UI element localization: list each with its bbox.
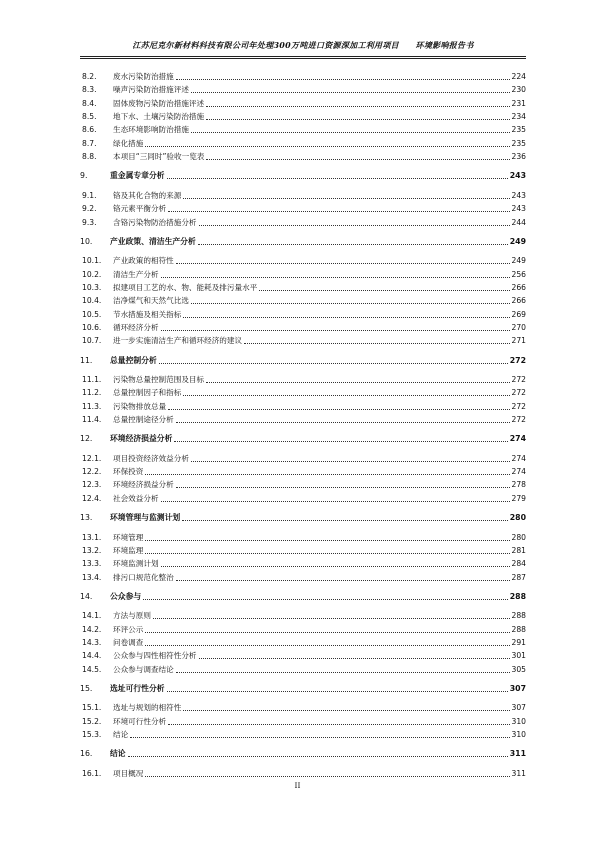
toc-dot-leader <box>161 566 510 567</box>
toc-entry-title: 环评公示 <box>113 624 144 634</box>
toc-section-entry[interactable] <box>80 531 526 543</box>
toc-entry-number: 11.4. <box>82 415 102 425</box>
toc-entry-number: 15.2. <box>82 716 102 726</box>
toc-entry-number: 16.1. <box>82 768 102 778</box>
toc-entry-number: 13.2. <box>82 545 102 555</box>
toc-entry-title: 结论 <box>113 730 129 740</box>
toc-dot-leader <box>176 263 510 264</box>
toc-entry-page: 272 <box>511 375 526 384</box>
toc-entry-number: 12.1. <box>82 453 102 463</box>
toc-entry-number: 8.4. <box>82 98 97 108</box>
toc-entry-title: 噪声污染防治措施评述 <box>113 85 189 95</box>
toc-section-entry[interactable] <box>80 321 526 333</box>
toc-entry-title: 绿化措施 <box>113 138 144 148</box>
toc-entry-page: 224 <box>511 72 526 81</box>
toc-entry-page: 288 <box>511 624 526 634</box>
toc-entry-title: 环保投资 <box>113 467 144 477</box>
toc-dot-leader <box>183 710 509 711</box>
toc-dot-leader <box>182 520 508 521</box>
toc-dot-leader <box>168 211 509 212</box>
toc-dot-leader <box>143 599 508 600</box>
toc-entry-number: 12.2. <box>82 467 102 477</box>
toc-section-entry[interactable] <box>80 452 526 464</box>
toc-entry-title: 排污口规范化整治 <box>113 572 174 582</box>
toc-entry-title: 废水污染防治措施 <box>113 72 174 81</box>
toc-dot-leader <box>145 540 509 541</box>
toc-entry-number: 14.4. <box>82 651 102 661</box>
toc-entry-page: 243 <box>511 190 526 200</box>
toc-entry-number: 8.2. <box>82 72 97 81</box>
toc-entry-number: 11. <box>80 355 93 365</box>
toc-entry-page: 311 <box>509 749 526 759</box>
toc-section-entry[interactable] <box>80 70 526 82</box>
toc-section-entry[interactable] <box>80 400 526 412</box>
toc-section-entry[interactable] <box>80 281 526 293</box>
toc-section-entry[interactable] <box>80 609 526 621</box>
toc-dot-leader <box>128 756 508 757</box>
toc-entry-title: 洁净煤气和天然气比选 <box>113 296 189 306</box>
toc-dot-leader <box>191 461 510 462</box>
toc-section-entry[interactable] <box>80 728 526 740</box>
toc-entry-number: 11.3. <box>82 401 102 411</box>
toc-dot-leader <box>176 422 510 423</box>
toc-entry-title: 环境经济损益分析 <box>113 480 174 490</box>
toc-entry-page: 269 <box>511 309 526 319</box>
toc-entry-number: 8.7. <box>82 138 97 148</box>
toc-entry-title: 含铬污染物防治措施分析 <box>113 217 197 227</box>
toc-dot-leader <box>183 395 509 396</box>
toc-entry-number: 10. <box>80 236 93 246</box>
toc-entry-page: 271 <box>511 336 526 346</box>
toc-section-entry[interactable] <box>80 334 526 346</box>
toc-entry-page: 231 <box>511 98 526 108</box>
toc-dot-leader <box>176 487 510 488</box>
toc-entry-title: 环境管理与监测计划 <box>110 513 181 523</box>
toc-dot-leader <box>168 724 509 725</box>
header-rule-thin <box>80 58 526 59</box>
toc-section-entry[interactable] <box>80 294 526 306</box>
toc-dot-leader <box>161 501 510 502</box>
toc-section-entry[interactable] <box>80 254 526 266</box>
toc-dot-leader <box>191 132 510 133</box>
toc-entry-page: 272 <box>509 355 526 365</box>
toc-entry-page: 243 <box>509 171 526 181</box>
toc-entry-number: 10.3. <box>82 282 102 292</box>
toc-entry-number: 12.3. <box>82 480 102 490</box>
toc-entry-page: 281 <box>511 545 526 555</box>
toc-entry-number: 15.3. <box>82 730 102 740</box>
footer-page-number: II <box>294 781 301 790</box>
toc-entry-title: 选址可行性分析 <box>110 684 165 693</box>
toc-entry-title: 环境监理 <box>113 545 144 555</box>
toc-section-entry[interactable] <box>80 767 526 779</box>
toc-dot-leader <box>206 382 509 383</box>
toc-dot-leader <box>145 632 509 633</box>
toc-dot-leader <box>145 474 509 475</box>
toc-dot-leader <box>199 225 510 226</box>
toc-entry-page: 310 <box>511 716 526 726</box>
toc-entry-title: 环境可行性分析 <box>113 716 167 726</box>
toc-section-entry[interactable] <box>80 268 526 280</box>
toc-dot-leader <box>167 178 508 179</box>
toc-section-entry[interactable] <box>80 97 526 109</box>
toc-section-entry[interactable] <box>80 701 526 713</box>
toc-entry-title: 产业政策的相符性 <box>113 256 174 266</box>
toc-entry-number: 15. <box>80 684 93 693</box>
toc-entry-page: 272 <box>511 415 526 425</box>
toc-chapter-entry[interactable] <box>80 169 526 181</box>
toc-entry-number: 9.1. <box>82 190 97 200</box>
toc-section-entry[interactable] <box>80 557 526 569</box>
header-rule <box>80 56 526 57</box>
toc-entry-title: 项目投资经济效益分析 <box>113 453 189 463</box>
toc-entry-number: 14.5. <box>82 664 102 674</box>
toc-dot-leader <box>183 198 509 199</box>
toc-entry-title: 固体废物污染防治措施评述 <box>113 98 205 108</box>
toc-chapter-entry[interactable] <box>80 747 526 759</box>
toc-entry-number: 10.2. <box>82 269 102 279</box>
toc-entry-title: 地下水、土壤污染防治措施 <box>113 112 205 122</box>
toc-section-entry[interactable] <box>80 465 526 477</box>
toc-dot-leader <box>145 146 509 147</box>
toc-dot-leader <box>176 79 510 80</box>
toc-entry-number: 13.4. <box>82 572 102 582</box>
toc-entry-number: 9. <box>80 171 88 181</box>
toc-section-entry[interactable] <box>80 413 526 425</box>
toc-entry-title: 污染物排放总量 <box>113 401 167 411</box>
toc-entry-page: 274 <box>511 467 526 477</box>
toc-dot-leader <box>176 672 510 673</box>
toc-entry-number: 13.1. <box>82 532 102 542</box>
toc-entry-title: 结论 <box>110 749 126 759</box>
toc-section-entry[interactable] <box>80 478 526 490</box>
toc-entry-title: 公众参与 <box>110 591 142 601</box>
toc-dot-leader <box>145 553 509 554</box>
toc-entry-number: 8.5. <box>82 112 97 122</box>
toc-entry-title: 公众参与调查结论 <box>113 664 174 674</box>
toc-section-entry[interactable] <box>80 202 526 214</box>
toc-entry-title: 环境经济损益分析 <box>110 434 173 444</box>
toc-dot-leader <box>130 737 509 738</box>
toc-section-entry[interactable] <box>80 308 526 320</box>
toc-entry-title: 清洁生产分析 <box>113 269 159 279</box>
toc-entry-title: 环境监测计划 <box>113 559 159 569</box>
toc-entry-title: 社会效益分析 <box>113 493 159 503</box>
toc-section-entry[interactable] <box>80 623 526 635</box>
toc-dot-leader <box>161 330 510 331</box>
toc-entry-page: 274 <box>509 434 526 444</box>
toc-entry-page: 305 <box>511 664 526 674</box>
toc-entry-number: 8.6. <box>82 125 97 135</box>
toc-entry-page: 249 <box>509 236 526 246</box>
toc-entry-number: 10.1. <box>82 256 102 266</box>
toc-entry-page: 291 <box>511 637 526 647</box>
toc-entry-page: 249 <box>511 256 526 266</box>
toc-entry-title: 项目概况 <box>113 768 144 778</box>
toc-entry-number: 9.2. <box>82 204 97 214</box>
toc-entry-number: 14.3. <box>82 637 102 647</box>
toc-entry-number: 14.1. <box>82 611 102 621</box>
toc-dot-leader <box>199 658 510 659</box>
toc-section-entry[interactable] <box>80 544 526 556</box>
toc-entry-page: 278 <box>511 480 526 490</box>
toc-chapter-entry[interactable] <box>80 682 526 694</box>
toc-entry-page: 230 <box>511 85 526 95</box>
toc-entry-page: 243 <box>511 204 526 214</box>
running-header: 江苏尼克尔新材料科技有限公司年处理300万吨进口资源深加工利用项目 环境影响报告书 <box>132 40 474 50</box>
toc-entry-number: 11.2. <box>82 388 102 398</box>
toc-entry-title: 铬及其化合物的来源 <box>113 190 182 200</box>
toc-entry-number: 10.6. <box>82 322 102 332</box>
toc-entry-page: 244 <box>511 217 526 227</box>
toc-entry-title: 问卷调查 <box>113 637 144 647</box>
toc-entry-number: 16. <box>80 749 93 759</box>
toc-section-entry[interactable] <box>80 137 526 149</box>
toc-entry-page: 280 <box>511 532 526 542</box>
toc-section-entry[interactable] <box>80 150 526 162</box>
toc-entry-page: 266 <box>511 296 526 306</box>
toc-entry-title: 总量控制途径分析 <box>113 415 174 425</box>
toc-dot-leader <box>167 691 508 692</box>
toc-entry-number: 13.3. <box>82 559 102 569</box>
toc-section-entry[interactable] <box>80 636 526 648</box>
toc-entry-page: 284 <box>511 559 526 569</box>
toc-entry-number: 10.4. <box>82 296 102 306</box>
toc-entry-title: 总量控制因子和指标 <box>113 388 182 398</box>
toc-section-entry[interactable] <box>80 123 526 135</box>
toc-dot-leader <box>153 618 510 619</box>
toc-entry-page: 266 <box>511 282 526 292</box>
toc-chapter-entry[interactable] <box>80 354 526 366</box>
toc-entry-page: 279 <box>511 493 526 503</box>
toc-chapter-entry[interactable] <box>80 235 526 247</box>
toc-entry-page: 272 <box>511 388 526 398</box>
toc-entry-number: 13. <box>80 513 93 523</box>
toc-dot-leader <box>206 106 509 107</box>
toc-dot-leader <box>174 441 507 442</box>
toc-entry-number: 15.1. <box>82 703 102 713</box>
toc-section-entry[interactable] <box>80 216 526 228</box>
toc-entry-title: 生态环境影响防治措施 <box>113 125 189 135</box>
toc-entry-title: 产业政策、清洁生产分析 <box>110 236 196 246</box>
toc-dot-leader <box>244 343 509 344</box>
toc-entry-number: 11.1. <box>82 375 102 384</box>
toc-entry-page: 288 <box>509 591 526 601</box>
toc-entry-number: 14. <box>80 591 93 601</box>
toc-entry-number: 8.3. <box>82 85 97 95</box>
toc-entry-title: 节水措施及相关指标 <box>113 309 182 319</box>
toc-dot-leader <box>145 776 509 777</box>
toc-entry-title: 重金属专章分析 <box>110 171 165 181</box>
toc-entry-page: 235 <box>511 138 526 148</box>
toc-section-entry[interactable] <box>80 571 526 583</box>
toc-dot-leader <box>168 409 509 410</box>
toc-entry-page: 256 <box>511 269 526 279</box>
toc-entry-page: 272 <box>511 401 526 411</box>
toc-entry-title: 总量控制分析 <box>110 355 157 365</box>
toc-entry-title: 本项目“三同时”验收一览表 <box>113 152 205 162</box>
toc-section-entry[interactable] <box>80 373 526 385</box>
toc-entry-title: 环境管理 <box>113 532 144 542</box>
toc-dot-leader <box>259 290 509 291</box>
toc-entry-title: 铬元素平衡分析 <box>113 204 167 214</box>
toc-entry-title: 进一步实施清洁生产和循环经济的建议 <box>113 336 243 346</box>
toc-entry-page: 235 <box>511 125 526 135</box>
toc-entry-title: 循环经济分析 <box>113 322 159 332</box>
toc-dot-leader <box>183 317 509 318</box>
toc-entry-title: 污染物总量控制范围及目标 <box>113 375 205 384</box>
toc-dot-leader <box>206 119 509 120</box>
toc-dot-leader <box>159 363 508 364</box>
toc-chapter-entry[interactable] <box>80 590 526 602</box>
toc-dot-leader <box>206 159 509 160</box>
toc-section-entry[interactable] <box>80 649 526 661</box>
toc-entry-page: 234 <box>511 112 526 122</box>
toc-entry-number: 12.4. <box>82 493 102 503</box>
toc-entry-number: 10.7. <box>82 336 102 346</box>
toc-dot-leader <box>191 303 510 304</box>
toc-section-entry[interactable] <box>80 715 526 727</box>
toc-entry-number: 14.2. <box>82 624 102 634</box>
toc-entry-page: 280 <box>509 513 526 523</box>
toc-entry-number: 8.8. <box>82 152 97 162</box>
toc-entry-page: 287 <box>511 572 526 582</box>
toc-section-entry[interactable] <box>80 189 526 201</box>
toc-entry-number: 12. <box>80 434 93 444</box>
toc-entry-page: 311 <box>511 768 526 778</box>
toc-dot-leader <box>198 244 508 245</box>
toc-entry-title: 拟建项目工艺的水、物、能耗及排污量水平 <box>113 282 258 292</box>
toc-dot-leader <box>145 645 509 646</box>
toc-section-entry[interactable] <box>80 663 526 675</box>
toc-entry-page: 307 <box>511 703 526 713</box>
toc-entry-page: 270 <box>511 322 526 332</box>
toc-entry-page: 236 <box>511 152 526 162</box>
toc-chapter-entry[interactable] <box>80 511 526 523</box>
toc-section-entry[interactable] <box>80 492 526 504</box>
toc-entry-title: 选址与规划的相符性 <box>113 703 182 713</box>
toc-entry-title: 方法与原则 <box>113 611 151 621</box>
toc-section-entry[interactable] <box>80 83 526 95</box>
toc-entry-page: 274 <box>511 453 526 463</box>
toc-entry-page: 301 <box>511 651 526 661</box>
toc-entry-page: 310 <box>511 730 526 740</box>
toc-entry-number: 9.3. <box>82 217 97 227</box>
toc-dot-leader <box>161 277 510 278</box>
toc-entry-page: 307 <box>509 684 526 693</box>
toc-section-entry[interactable] <box>80 386 526 398</box>
toc-section-entry[interactable] <box>80 110 526 122</box>
toc-entry-title: 公众参与四性相符性分析 <box>113 651 197 661</box>
toc-entry-page: 288 <box>511 611 526 621</box>
toc-entry-number: 10.5. <box>82 309 102 319</box>
toc-chapter-entry[interactable] <box>80 432 526 444</box>
toc-dot-leader <box>191 92 510 93</box>
toc-dot-leader <box>176 580 510 581</box>
